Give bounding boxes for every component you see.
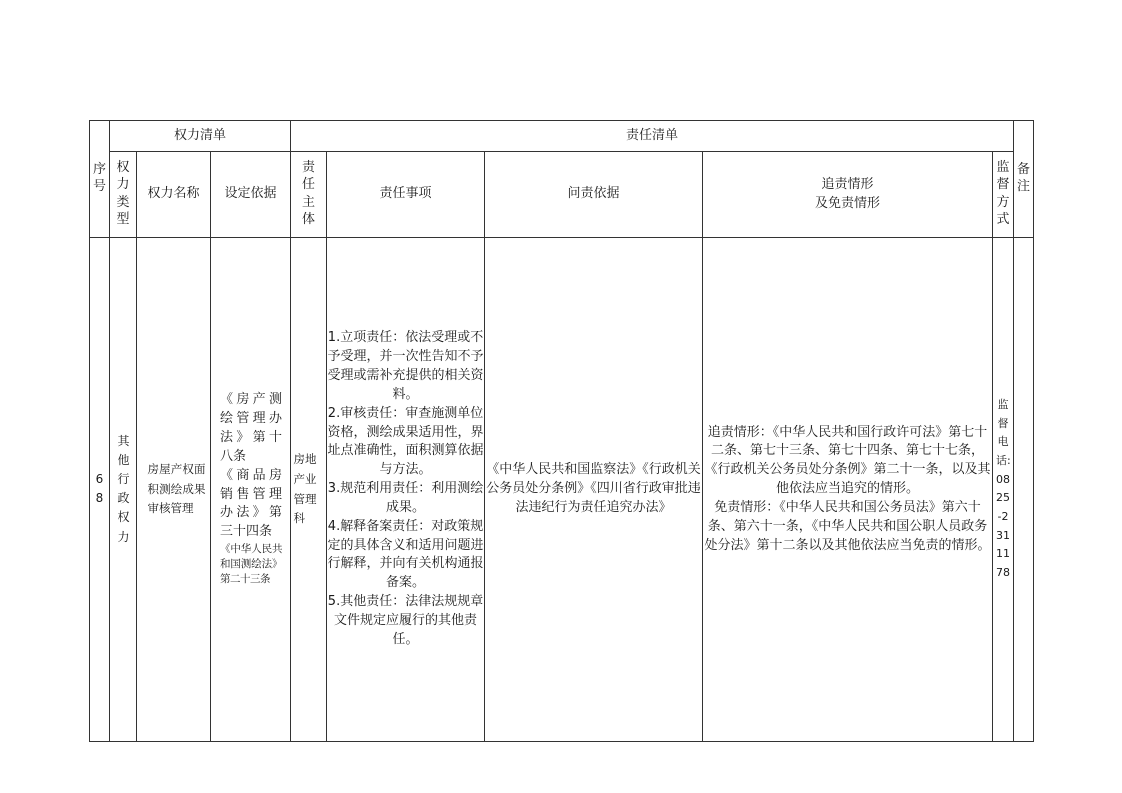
matters-header: 责任事项 bbox=[327, 152, 485, 238]
basis-item: 《房产测绘管理办法》第十八条 bbox=[220, 392, 282, 464]
pursuit-header-line2: 及免责情形 bbox=[814, 195, 880, 211]
supervision-header: 监督方式 bbox=[993, 152, 1014, 238]
matter-item: 4.解释备案责任：对政策规定的具体含义和适用问题进行解释，并向有关机构通报备案。 bbox=[327, 518, 484, 591]
accountability-basis-header: 问责依据 bbox=[485, 152, 703, 238]
matter-item: 3.规范利用责任：利用测绘成果。 bbox=[327, 481, 484, 515]
remarks-cell bbox=[1014, 238, 1034, 742]
power-name-cell: 房屋产权面积测绘成果审核管理 bbox=[137, 238, 211, 742]
responsibility-list-header: 责任清单 bbox=[291, 121, 1014, 152]
header-row-1 bbox=[90, 121, 1034, 152]
seq-cell: 68 bbox=[90, 238, 110, 742]
pursuit-header-line1: 追责情形 bbox=[821, 176, 874, 192]
pursuit-header bbox=[703, 152, 993, 238]
subject-header: 责任主体 bbox=[291, 152, 327, 238]
matters-cell bbox=[327, 238, 485, 742]
header-row-2 bbox=[90, 152, 1034, 238]
basis-item: 《商品房销售管理办法》第三十四条 bbox=[220, 467, 282, 540]
subject-cell: 房地产业管理科 bbox=[291, 238, 327, 742]
power-list-header: 权力清单 bbox=[110, 121, 291, 152]
supervision-cell: 监督电话:0825-2311178 bbox=[993, 238, 1014, 742]
basis-cell bbox=[211, 238, 291, 742]
table-row bbox=[90, 238, 1034, 742]
power-name-header: 权力名称 bbox=[137, 152, 211, 238]
pursuit-item: 免责情形：《中华人民共和国公务员法》第六十条、第六十一条，《中华人民共和国公职人员政务处分法》第十二条以及其他依法应当免责的情形。 bbox=[704, 499, 991, 553]
accountability-basis-text: 《中华人民共和国监察法》《行政机关公务员处分条例》《四川省行政审批违法违纪行为责任追究办法》 bbox=[486, 462, 701, 515]
matter-item: 1.立项责任：依法受理或不予受理，并一次性告知不予受理或需补充提供的相关资料。 bbox=[327, 330, 484, 402]
pursuit-cell bbox=[703, 238, 993, 742]
basis-item: 《中华人民共和国测绘法》第二十三条 bbox=[220, 543, 282, 586]
power-type-cell: 其他行政权力 bbox=[110, 238, 137, 742]
seq-header: 序号 bbox=[90, 121, 110, 238]
matter-item: 5.其他责任：法律法规规章文件规定应履行的其他责任。 bbox=[327, 594, 484, 647]
basis-header: 设定依据 bbox=[211, 152, 291, 238]
remarks-header: 备注 bbox=[1014, 121, 1034, 238]
pursuit-item: 追责情形：《中华人民共和国行政许可法》第七十二条、第七十三条、第七十四条、第七十七条，《行政机关公务员处分条例》第二十一条，以及其他依法应当追究的情形。 bbox=[704, 424, 991, 497]
accountability-basis-cell bbox=[485, 238, 703, 742]
responsibility-table bbox=[89, 120, 1034, 742]
power-type-header: 权力类型 bbox=[110, 152, 137, 238]
matter-item: 2.审核责任：审查施测单位资格，测绘成果适用性，界址点准确性，面积测算依据与方法。 bbox=[327, 405, 484, 478]
